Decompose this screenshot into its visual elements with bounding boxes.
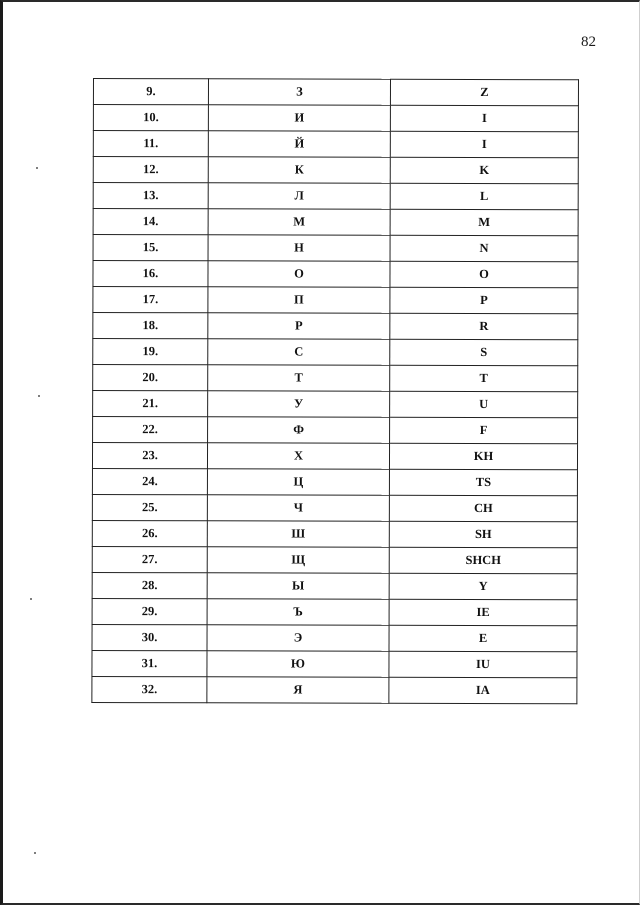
cyrillic-letter-cell: Я xyxy=(207,677,389,703)
latin-transliteration-cell: I xyxy=(390,131,578,157)
row-number-cell: 14. xyxy=(93,209,208,235)
scan-speck xyxy=(30,598,32,600)
latin-transliteration-cell: K xyxy=(390,157,578,183)
cyrillic-letter-cell: И xyxy=(208,105,390,131)
table-row xyxy=(92,546,577,573)
latin-transliteration-cell: Z xyxy=(390,79,578,105)
latin-transliteration-cell: S xyxy=(390,339,578,365)
cyrillic-letter-cell: Ъ xyxy=(207,599,389,625)
cyrillic-letter-cell: Л xyxy=(208,183,390,209)
cyrillic-letter-cell: Ы xyxy=(207,573,389,599)
table-row xyxy=(93,157,578,184)
table-row xyxy=(93,131,578,158)
scan-speck xyxy=(36,167,38,169)
row-number-cell: 22. xyxy=(93,417,208,443)
cyrillic-letter-cell: Ш xyxy=(207,521,389,547)
table-row xyxy=(92,520,577,547)
latin-transliteration-cell: T xyxy=(390,365,578,391)
row-number-cell: 15. xyxy=(93,235,208,261)
latin-transliteration-cell: TS xyxy=(389,469,577,495)
row-number-cell: 18. xyxy=(93,313,208,339)
table-row xyxy=(93,417,578,444)
table-row xyxy=(93,365,578,392)
row-number-cell: 31. xyxy=(92,650,207,676)
cyrillic-letter-cell: Э xyxy=(207,625,389,651)
latin-transliteration-cell: O xyxy=(390,261,578,287)
cyrillic-letter-cell: М xyxy=(208,209,390,235)
row-number-cell: 9. xyxy=(93,79,208,105)
row-number-cell: 27. xyxy=(92,546,207,572)
table-body xyxy=(92,79,579,704)
table-row xyxy=(92,650,577,677)
table-row xyxy=(93,105,578,132)
table-row xyxy=(93,235,578,262)
scan-speck xyxy=(34,852,36,854)
transliteration-table xyxy=(91,78,579,704)
row-number-cell: 10. xyxy=(93,105,208,131)
latin-transliteration-cell: L xyxy=(390,183,578,209)
latin-transliteration-cell: IA xyxy=(389,677,577,703)
table-row xyxy=(92,468,577,495)
row-number-cell: 13. xyxy=(93,183,208,209)
scan-speck xyxy=(38,395,40,397)
table-row xyxy=(93,313,578,340)
cyrillic-letter-cell: Р xyxy=(208,313,390,339)
cyrillic-letter-cell: Т xyxy=(208,365,390,391)
cyrillic-letter-cell: Ю xyxy=(207,651,389,677)
table-row xyxy=(92,494,577,521)
table-row xyxy=(93,261,578,288)
latin-transliteration-cell: SH xyxy=(389,521,577,547)
cyrillic-letter-cell: П xyxy=(208,287,390,313)
row-number-cell: 30. xyxy=(92,624,207,650)
row-number-cell: 11. xyxy=(93,131,208,157)
latin-transliteration-cell: P xyxy=(390,287,578,313)
cyrillic-letter-cell: Щ xyxy=(207,547,389,573)
table-row xyxy=(93,339,578,366)
cyrillic-letter-cell: Н xyxy=(208,235,390,261)
latin-transliteration-cell: N xyxy=(390,235,578,261)
row-number-cell: 28. xyxy=(92,572,207,598)
table-row xyxy=(92,572,577,599)
latin-transliteration-cell: SHCH xyxy=(389,547,577,573)
table-row xyxy=(92,443,577,470)
table-row xyxy=(93,79,578,106)
row-number-cell: 24. xyxy=(92,468,207,494)
row-number-cell: 17. xyxy=(93,287,208,313)
table-row xyxy=(93,209,578,236)
row-number-cell: 16. xyxy=(93,261,208,287)
row-number-cell: 32. xyxy=(92,676,207,702)
row-number-cell: 25. xyxy=(92,494,207,520)
latin-transliteration-cell: I xyxy=(390,105,578,131)
cyrillic-letter-cell: У xyxy=(208,391,390,417)
latin-transliteration-cell: R xyxy=(390,313,578,339)
table-row xyxy=(92,624,577,651)
cyrillic-letter-cell: С xyxy=(208,339,390,365)
cyrillic-letter-cell: Й xyxy=(208,131,390,157)
latin-transliteration-cell: F xyxy=(390,417,578,443)
row-number-cell: 26. xyxy=(92,520,207,546)
latin-transliteration-cell: U xyxy=(390,391,578,417)
latin-transliteration-cell: E xyxy=(389,625,577,651)
row-number-cell: 12. xyxy=(93,157,208,183)
cyrillic-letter-cell: Х xyxy=(207,443,389,469)
latin-transliteration-cell: Y xyxy=(389,573,577,599)
row-number-cell: 29. xyxy=(92,598,207,624)
row-number-cell: 20. xyxy=(93,365,208,391)
cyrillic-letter-cell: Ч xyxy=(207,495,389,521)
row-number-cell: 21. xyxy=(93,391,208,417)
table-row xyxy=(93,183,578,210)
table-row xyxy=(92,676,577,703)
table-row xyxy=(93,287,578,314)
latin-transliteration-cell: IU xyxy=(389,651,577,677)
table-row xyxy=(92,598,577,625)
cyrillic-letter-cell: Ф xyxy=(208,417,390,443)
latin-transliteration-cell: CH xyxy=(389,495,577,521)
cyrillic-letter-cell: З xyxy=(208,79,390,105)
cyrillic-letter-cell: К xyxy=(208,157,390,183)
row-number-cell: 19. xyxy=(93,339,208,365)
table-row xyxy=(93,391,578,418)
page-number: 82 xyxy=(581,34,596,50)
latin-transliteration-cell: IE xyxy=(389,599,577,625)
cyrillic-letter-cell: Ц xyxy=(207,469,389,495)
latin-transliteration-cell: M xyxy=(390,209,578,235)
cyrillic-letter-cell: О xyxy=(208,261,390,287)
latin-transliteration-cell: KH xyxy=(389,443,577,469)
row-number-cell: 23. xyxy=(92,443,207,469)
